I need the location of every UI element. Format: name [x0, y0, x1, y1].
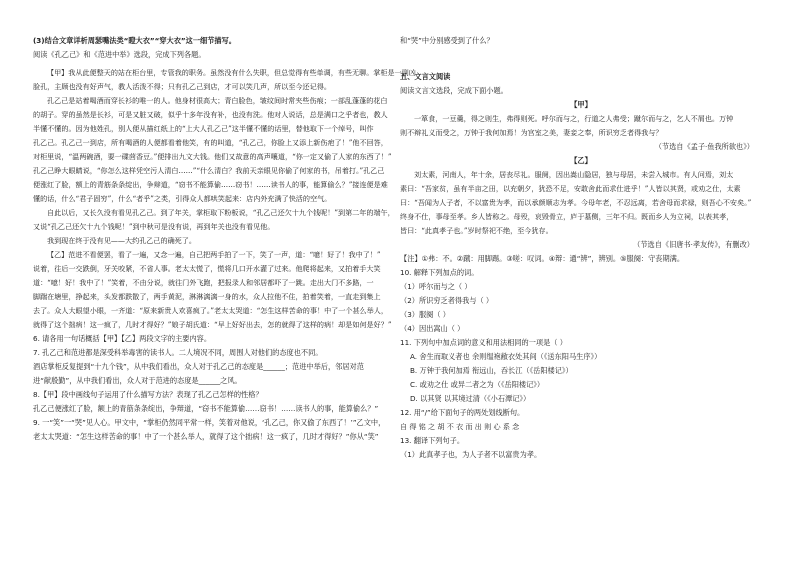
question-7-line: 进“献殷勤”，从中我们看出，众人对于范进的态度是______之风。: [33, 376, 242, 385]
question-8: 8.【甲】段中画线句子运用了什么描写方法？表现了孔乙己怎样的性格？: [33, 390, 263, 399]
classical-yi-line: 终身不仕，事母至孝。乡人皆称之。母殁，哀毁骨立，庐于墓侧，三年不归。既而乡人为立祠，以表其孝，: [400, 212, 734, 221]
option-a: A. 舍生而取义者也 余则缊袍敝衣处其间（《送东阳马生序》）: [410, 352, 602, 361]
passage-jia-line: 对柜里说，“温两碗酒，要一碟茴香豆。”便排出九文大钱。他们又故意的高声嚷道，“你一定又偷了人家的东西了！”: [33, 152, 392, 161]
passage-jia-line: 孔乙己是站着喝酒而穿长衫的唯一的人。他身材很高大；青白脸色，皱纹间时常夹些伤痕；一部乱蓬蓬的花白: [47, 96, 388, 105]
passage-yi-line: 说着，往后一交跌倒，牙关咬紧，不省人事。老太太慌了，慌将几口开水灌了过来。他爬将起来，又拍着手大笑: [33, 264, 381, 273]
passage-jia-line: 又说“孔乙己还欠十九个钱呢！”到中秋可是没有说，再到年关也没有看见他。: [33, 222, 275, 231]
question-7: 7. 孔乙己和范进都是深受科举毒害的读书人。二人境况不同，周围人对他们的态度也不同。: [33, 348, 323, 357]
passage-jia-line: 【甲】我从此便整天的站在柜台里，专管我的职务。虽然没有什么失职，但总觉得有些单调，有些无聊。掌柜是一副凶: [47, 68, 416, 77]
passage-jia-line: 自此以后，又长久没有看见孔乙己。到了年关，掌柜取下粉板说，“孔乙己还欠十九个钱呢！”到第二年的端午，: [47, 208, 395, 217]
question-9: 9. 一“笑”一“哭”见人心。甲文中，“掌柜仍然同平常一样，笑着对他说，‘孔乙己，你又偷了东西了！’”乙文中，: [33, 418, 386, 427]
passage-jia-line: 我到现在终于没有见——大约孔乙己的确死了。: [47, 236, 196, 245]
question-6: 6. 请各用一句话概括【甲】【乙】两段文字的主要内容。: [33, 334, 212, 343]
classical-yi-line: 曰：“吾闻为人子者，不以富贵为孝，而以承颜顺志为孝。今母年老，不忍远离，若舍母而求禄，则吾心不安矣。”: [400, 198, 752, 207]
left-column: [33, 34, 416, 444]
classical-yi-line: 刘太素，河南人，年十余，居丧尽礼。服阕，因出嵩山隐居，独与母居，未尝入城市。有人问焉，刘太: [414, 170, 734, 179]
annotation-note: 【注】①弗：不。②蹴：用脚踢。③嗟：叹词。④辩：通“辨”，辨别。⑤服阕：守丧期满。: [400, 254, 685, 263]
question-10-item: （4）因出嵩山（ ）: [400, 324, 465, 333]
passage-jia-line: 懂的话，什么“君子固穷”，什么“者乎”之类，引得众人都哄笑起来：店内外充满了快活的空气。: [33, 194, 332, 203]
question-12: 12. 用“/”给下面句子的两处划线断句。: [400, 408, 525, 417]
passage-yi-line: 脚踹在塘里，挣起来，头发都跌散了，两手黄泥，淋淋漓漓一身的水，众人拉他不住，拍着笑着，一直走到集上: [33, 292, 381, 301]
classical-yi-line: 皆曰：“此真孝子也。”岁时祭祀不绝，至今犹存。: [400, 226, 553, 235]
question-13: 13. 翻译下列句子。: [400, 436, 465, 445]
section-instruction: 阅读文言文选段，完成下面小题。: [400, 86, 508, 95]
option-d: D. 以其贤 以其境过清（《小石潭记》）: [410, 394, 531, 403]
source-note-yi: （节选自《旧唐书·孝友传》，有删改）: [633, 240, 754, 249]
passage-jia-line: 便涨红了脸，额上的青筋条条绽出，争辩道，“窃书不能算偷……窃书！……读书人的事，能算偷么？”接连便是难: [33, 180, 388, 189]
question-11: 11. 下列句中加点词的意义和用法相同的一项是（ ）: [400, 338, 567, 347]
question-9-continued: 和“哭”中分别感受到了什么？: [400, 36, 494, 45]
question-10-item: （2）所识穷乏者得我与（ ）: [400, 296, 494, 305]
blank-line: [400, 48, 762, 62]
passage-yi-label: 【乙】: [570, 156, 592, 165]
passage-jia-line: 的胡子。穿的虽然是长衫，可是又脏又破，似乎十多年没有补，也没有洗。他对人说话，总是满口之乎者也，教人: [33, 110, 388, 119]
question-9-line: 老太太哭道：“怎生这样苦命的事！中了一个甚么举人，就得了这个拙病！这一疯了，几时才得好？”你从“笑”: [33, 432, 379, 441]
classical-jia-line: 则不辩礼义而受之，万钟于我何加焉！为宫室之美，妻妾之奉，所识穷乏者得我与？: [400, 128, 663, 137]
question-10-item: （3）服阕（ ）: [400, 310, 450, 319]
passage-yi-line: 道：“噫！好！我中了！”笑着，不由分说，就往门外飞跑，把报录人和邻居都吓了一跳。走出大门不多路，一: [33, 278, 374, 287]
passage-jia-line: 孔乙己睁大眼睛说，“你怎么这样凭空污人清白……”“什么清白？我前天亲眼见你偷了何家的书，吊着打。”孔乙己: [33, 166, 385, 175]
source-note-jia: （节选自《孟子·鱼我所欲也》）: [654, 142, 754, 151]
passage-yi-line: 【乙】范进不看便罢，看了一遍，又念一遍，自己把两手拍了一下，笑了一声，道：“噫！好了！我中了！”: [47, 250, 381, 259]
question-12-sentence: 自 得 铭 之 胡 不 衣 而 出 则 心 系 念: [400, 422, 520, 431]
right-column: [400, 34, 762, 462]
passage-yi-line: 就得了这个拙病！这一疯了，几时才得好？”娘子胡氏道：“早上好好出去，怎的就得了这样的病！却是如何是好？”: [33, 320, 392, 329]
passage-jia-line: 孔乙己。孔乙己一到店，所有喝酒的人便都看着他笑，有的叫道，“孔乙己，你脸上又添上新伤疤了！”他不回答，: [33, 138, 388, 147]
passage-jia-label: 【甲】: [570, 100, 592, 109]
reading-instruction: 阅读《孔乙己》和《范进中举》选段，完成下列各题。: [33, 50, 206, 59]
passage-jia-line: 脸孔，主顾也没有好声气，教人活泼不得；只有孔乙己到店，才可以笑几声，所以至今还记得。: [33, 82, 331, 91]
option-b: B. 万钟于我何加焉 衔远山，吞长江（《岳阳楼记》）: [410, 366, 573, 375]
question-5-3: (3)结合文章详析周瑟嘴法类“瞪大衣”“穿大衣”这一细节描写。: [33, 36, 236, 45]
question-8-quote: 孔乙己便涨红了脸，额上的青筋条条绽出，争辩道，“窃书不能算偷……窃书！……读书人的事，能算偷么？”: [33, 404, 379, 413]
question-7-line: 酒店掌柜反复提到“十九个钱”，从中我们看出，众人对于孔乙己的态度是______；范进中举后，邻居对范: [33, 362, 364, 371]
passage-jia-line: 半懂不懂的。因为他姓孔，别人便从描红纸上的“上大人孔乙己”这半懂不懂的话里，替他取下一个绰号，叫作: [33, 124, 374, 133]
classical-yi-line: 素曰：“吾家贫，虽有半亩之田，以充朝夕，犹恐不足，安敢舍此而求仕进乎！”人皆以其贤，或劝之仕，太素: [400, 184, 741, 193]
classical-jia-line: 一箪食，一豆羹，得之则生，弗得则死。呼尔而与之，行道之人弗受；蹴尔而与之，乞人不屑也。万钟: [414, 114, 734, 123]
question-13-item: （1）此真孝子也，为人子者不以富贵为孝。: [400, 450, 542, 459]
section-heading: 五、文言文阅读: [400, 72, 451, 81]
option-c: C. 或劝之仕 或异二者之为（《岳阳楼记》）: [410, 380, 545, 389]
passage-yi-line: 去了。众人大眼望小眼，一齐道：“原来新贵人欢喜疯了。”老太太哭道：“怎生这样苦命的事！中了一个甚么举人，: [33, 306, 388, 315]
question-10: 10. 解释下列加点的词。: [400, 268, 479, 277]
question-10-item: （1）呼尔而与之（ ）: [400, 282, 472, 291]
